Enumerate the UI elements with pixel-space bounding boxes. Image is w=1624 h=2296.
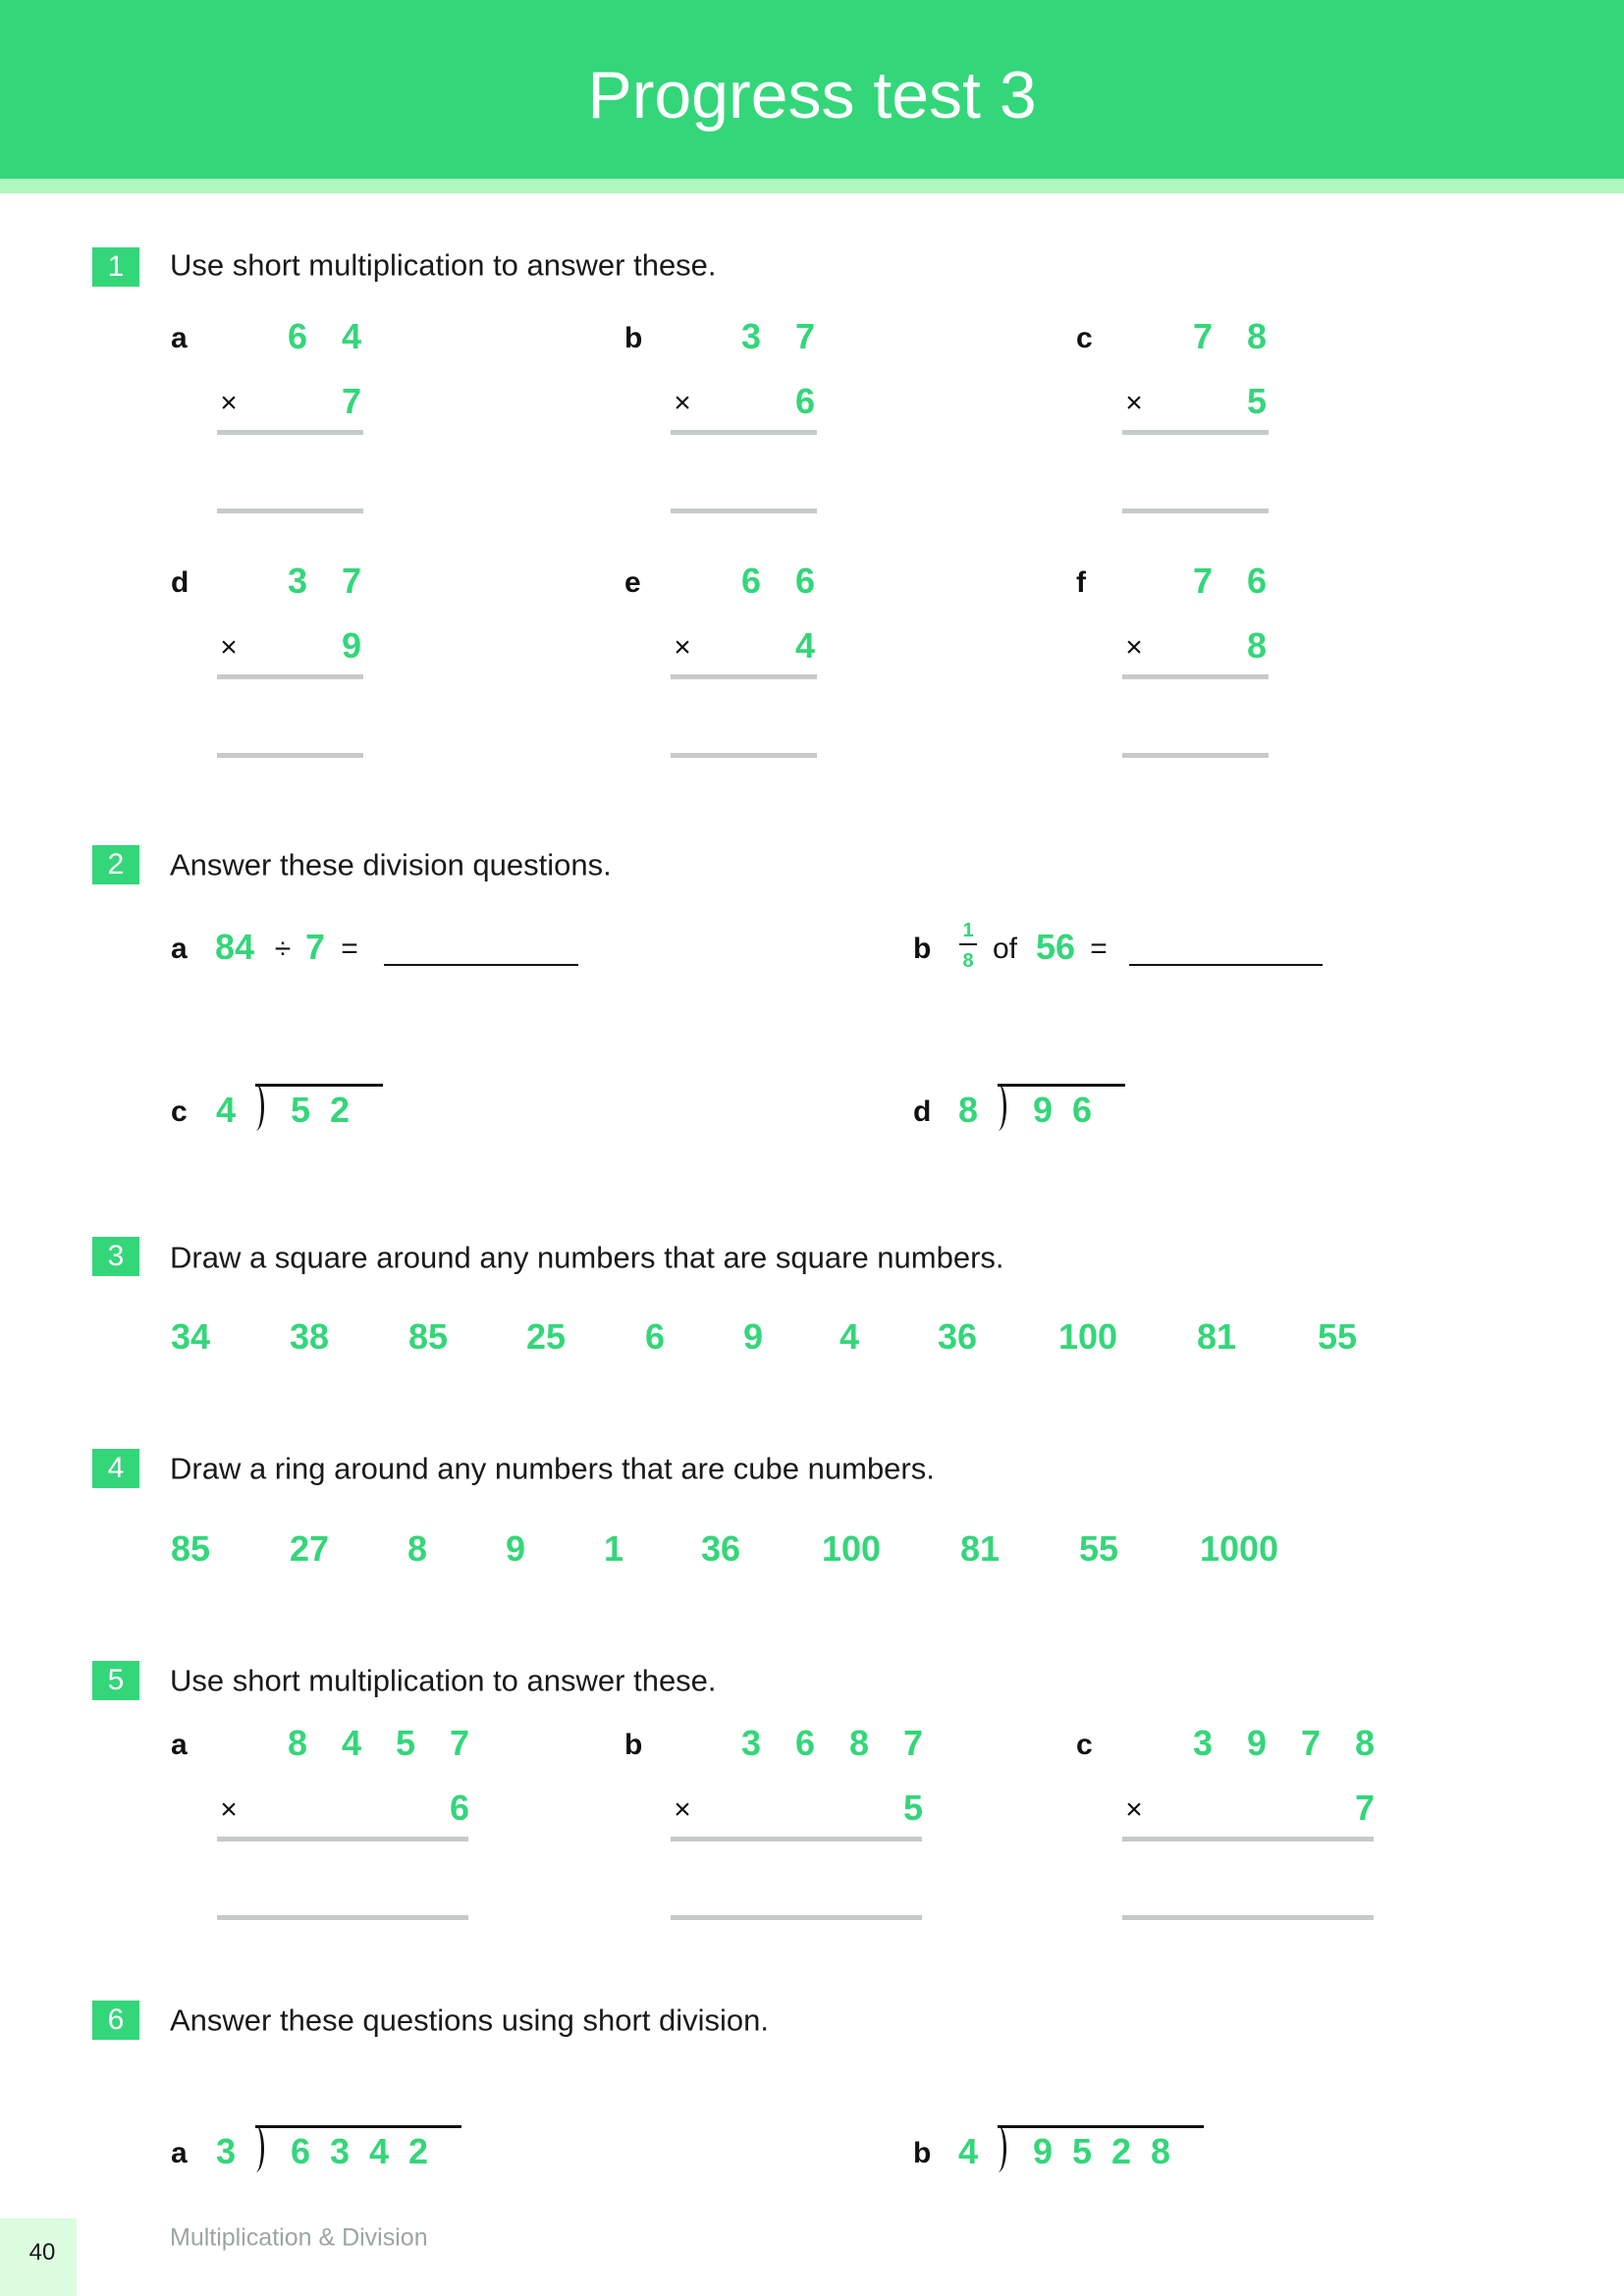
q5a-top-digit: 7 (449, 1723, 470, 1763)
q2d-overline (998, 1084, 1125, 1087)
q1b-label: b (624, 322, 643, 354)
q2b-fraction-numerator: 1 (962, 920, 974, 941)
question-6-instruction: Answer these questions using short division. (170, 2002, 769, 2038)
q1b-times-sign: × (674, 387, 691, 419)
q5c-times-sign: × (1125, 1793, 1143, 1826)
q1f-rule (1122, 674, 1269, 679)
q4-number[interactable]: 36 (700, 1528, 741, 1569)
q3-number[interactable]: 25 (525, 1316, 567, 1357)
q2a-dividend: 84 (215, 927, 255, 967)
page-title: Progress test 3 (587, 58, 1037, 133)
q1c-multiplier: 5 (1246, 381, 1268, 421)
q2b-of: of (993, 933, 1018, 965)
page-number: 40 (28, 2239, 56, 2266)
q5a-top-digit: 8 (287, 1723, 308, 1763)
q2a-divide-sign: ÷ (274, 933, 292, 965)
q3-number[interactable]: 9 (742, 1316, 764, 1357)
q1c-top-digit: 7 (1192, 316, 1214, 356)
q6b-dividend-digit: 2 (1110, 2131, 1132, 2171)
q1b-rule (671, 430, 817, 435)
q2b-fraction-bar (959, 943, 977, 945)
q1b-top-digit: 3 (740, 316, 762, 356)
q6a-dividend-digit: 3 (329, 2131, 351, 2171)
question-2-instruction: Answer these division questions. (170, 847, 612, 882)
q5c-label: c (1076, 1729, 1093, 1761)
q4-number[interactable]: 85 (170, 1528, 211, 1569)
footer-section-title: Multiplication & Division (170, 2223, 428, 2252)
q1f-label: f (1076, 566, 1086, 599)
q2b-answer-line[interactable] (1129, 964, 1323, 966)
q6b-label: b (913, 2137, 932, 2169)
q5b-label: b (624, 1729, 643, 1761)
q5c-rule (1122, 1837, 1374, 1842)
q6a-overline (255, 2125, 461, 2128)
q6a-dividend-digit: 4 (368, 2131, 390, 2171)
q1d-multiplier: 9 (341, 625, 362, 666)
q5a-answer-line[interactable] (217, 1915, 468, 1920)
q3-number[interactable]: 36 (937, 1316, 978, 1357)
q1d-label: d (171, 566, 189, 599)
q6b-dividend-digit: 5 (1071, 2131, 1093, 2171)
q5c-top-digit: 9 (1246, 1723, 1268, 1763)
q5b-rule (671, 1837, 922, 1842)
q1d-times-sign: × (220, 631, 238, 664)
q1d-answer-line[interactable] (217, 753, 363, 758)
q3-number[interactable]: 85 (407, 1316, 449, 1357)
q6a-divisor: 3 (215, 2131, 237, 2171)
q5c-answer-line[interactable] (1122, 1915, 1374, 1920)
question-number-5: 5 (92, 1661, 139, 1700)
q2b-fraction-denominator: 8 (962, 950, 974, 972)
q5b-answer-line[interactable] (671, 1915, 922, 1920)
q1e-rule (671, 674, 817, 679)
q1e-top-digit: 6 (794, 561, 816, 601)
question-number-2: 2 (92, 845, 139, 884)
q1e-answer-line[interactable] (671, 753, 817, 758)
q1f-top-digit: 6 (1246, 561, 1268, 601)
question-5-instruction: Use short multiplication to answer these. (170, 1663, 717, 1698)
q5a-top-digit: 5 (395, 1723, 416, 1763)
q6b-divisor: 4 (957, 2131, 979, 2171)
q2b-label: b (913, 933, 932, 965)
q1c-label: c (1076, 322, 1093, 354)
q1e-multiplier: 4 (794, 625, 816, 666)
q1a-label: a (171, 322, 188, 354)
q1b-multiplier: 6 (794, 381, 816, 421)
q1f-times-sign: × (1125, 631, 1143, 664)
q4-number[interactable]: 9 (505, 1528, 526, 1569)
q2b-value: 56 (1036, 927, 1076, 967)
q5a-label: a (171, 1729, 188, 1761)
q1e-top-digit: 6 (740, 561, 762, 601)
q4-number[interactable]: 8 (406, 1528, 428, 1569)
q1d-top-digit: 3 (287, 561, 308, 601)
q2c-dividend-digit: 5 (290, 1090, 311, 1130)
q1a-rule (217, 430, 363, 435)
q2d-divisor: 8 (957, 1090, 979, 1130)
q6b-bracket (990, 2125, 1006, 2172)
q3-number[interactable]: 4 (839, 1316, 860, 1357)
q2a-equals: = (341, 933, 358, 965)
q2c-label: c (171, 1095, 188, 1128)
q3-number[interactable]: 55 (1317, 1316, 1358, 1357)
question-1-instruction: Use short multiplication to answer these. (170, 247, 717, 283)
header-strip (0, 179, 1624, 193)
q2d-dividend-digit: 6 (1071, 1090, 1093, 1130)
q1a-top-digit: 6 (287, 316, 308, 356)
q1c-rule (1122, 430, 1269, 435)
q1a-times-sign: × (220, 387, 238, 419)
q5c-top-digit: 7 (1300, 1723, 1322, 1763)
q5c-top-digit: 3 (1192, 1723, 1214, 1763)
q5b-top-digit: 6 (794, 1723, 816, 1763)
q1f-top-digit: 7 (1192, 561, 1214, 601)
q3-number[interactable]: 38 (289, 1316, 330, 1357)
q3-number[interactable]: 100 (1057, 1316, 1118, 1357)
q5a-top-digit: 4 (341, 1723, 362, 1763)
q1f-answer-line[interactable] (1122, 753, 1269, 758)
q3-number[interactable]: 6 (644, 1316, 666, 1357)
question-number-3: 3 (92, 1237, 139, 1276)
q5c-multiplier: 7 (1354, 1788, 1376, 1828)
q2c-overline (255, 1084, 383, 1087)
q5a-rule (217, 1837, 468, 1842)
q5b-top-digit: 7 (902, 1723, 924, 1763)
question-number-6: 6 (92, 2001, 139, 2040)
q6a-label: a (171, 2137, 188, 2169)
q1c-top-digit: 8 (1246, 316, 1268, 356)
q2a-divisor: 7 (304, 927, 326, 967)
question-3-instruction: Draw a square around any numbers that are square numbers. (170, 1240, 1004, 1275)
q4-number[interactable]: 55 (1078, 1528, 1119, 1569)
q1d-top-digit: 7 (341, 561, 362, 601)
q6a-dividend-digit: 2 (407, 2131, 429, 2171)
q5a-times-sign: × (220, 1793, 238, 1826)
question-number-1: 1 (92, 247, 139, 287)
q1a-answer-line[interactable] (217, 508, 363, 513)
q2d-bracket (990, 1084, 1006, 1131)
q1f-multiplier: 8 (1246, 625, 1268, 666)
q1a-multiplier: 7 (341, 381, 362, 421)
q4-number[interactable]: 1 (603, 1528, 624, 1569)
q2c-divisor: 4 (215, 1090, 237, 1130)
question-4-instruction: Draw a ring around any numbers that are cube numbers. (170, 1451, 935, 1486)
q1e-label: e (624, 566, 641, 599)
q1c-answer-line[interactable] (1122, 508, 1269, 513)
q2c-bracket (247, 1084, 264, 1131)
q1d-rule (217, 674, 363, 679)
q6a-dividend-digit: 6 (290, 2131, 311, 2171)
q6b-dividend-digit: 9 (1032, 2131, 1054, 2171)
q4-number[interactable]: 100 (821, 1528, 882, 1569)
q2b-equals: = (1090, 933, 1108, 965)
q6a-bracket (247, 2125, 264, 2172)
q5b-times-sign: × (674, 1793, 691, 1826)
q2d-label: d (913, 1095, 932, 1128)
q1c-times-sign: × (1125, 387, 1143, 419)
q1a-top-digit: 4 (341, 316, 362, 356)
q4-number[interactable]: 81 (959, 1528, 1001, 1569)
q4-number[interactable]: 27 (289, 1528, 330, 1569)
question-number-4: 4 (92, 1449, 139, 1488)
q5a-multiplier: 6 (449, 1788, 470, 1828)
q2d-dividend-digit: 9 (1032, 1090, 1054, 1130)
q2c-dividend-digit: 2 (329, 1090, 351, 1130)
q6b-dividend-digit: 8 (1150, 2131, 1171, 2171)
q3-number[interactable]: 81 (1196, 1316, 1237, 1357)
q5b-multiplier: 5 (902, 1788, 924, 1828)
q5b-top-digit: 3 (740, 1723, 762, 1763)
q1b-answer-line[interactable] (671, 508, 817, 513)
q5b-top-digit: 8 (848, 1723, 870, 1763)
q2a-answer-line[interactable] (384, 964, 578, 966)
q5c-top-digit: 8 (1354, 1723, 1376, 1763)
q4-number[interactable]: 1000 (1199, 1528, 1279, 1569)
q2a-label: a (171, 933, 188, 965)
q1b-top-digit: 7 (794, 316, 816, 356)
q6b-overline (998, 2125, 1204, 2128)
q3-number[interactable]: 34 (170, 1316, 211, 1357)
q1e-times-sign: × (674, 631, 691, 664)
